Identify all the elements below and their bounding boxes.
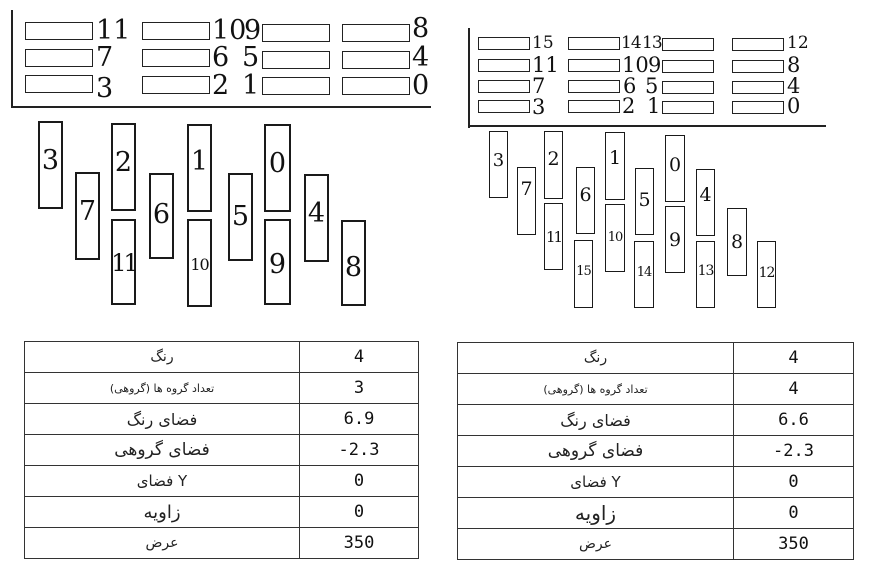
- right-frame-horizontal: [468, 125, 826, 127]
- right-bar-label-9: 9: [668, 229, 682, 251]
- left-slot-1: [262, 77, 330, 95]
- right-bar-6: [576, 167, 595, 234]
- param-label: زاویه: [25, 497, 300, 528]
- left-bar-label-4: 4: [307, 198, 326, 229]
- left-slot-label-0: 0: [412, 70, 430, 101]
- right-slot-5: [662, 81, 714, 94]
- param-label: فضای Y: [25, 466, 300, 497]
- right-slot-6: [568, 80, 620, 93]
- table-row: [25, 342, 419, 373]
- left-slot-11: [25, 22, 93, 40]
- left-bar-10: [187, 219, 212, 307]
- left-slot-label-6: 6: [212, 42, 230, 73]
- right-bar-0: [665, 135, 685, 202]
- param-value: 6.6: [734, 405, 854, 436]
- left-slot-10: [142, 22, 210, 40]
- right-bar-label-11: 11: [545, 228, 562, 246]
- left-slot-label-1: 1: [242, 70, 260, 101]
- left-bar-9: [264, 219, 291, 305]
- param-label: رنگ: [458, 343, 734, 374]
- left-bar-3: [38, 121, 63, 209]
- left-bar-label-2: 2: [114, 147, 133, 178]
- left-bar-label-8: 8: [344, 252, 363, 283]
- right-slot-11: [478, 59, 530, 72]
- right-slot-label-12: 12: [787, 33, 809, 53]
- right-slot-9: [662, 60, 714, 73]
- right-slot-label-11: 11: [532, 53, 559, 77]
- left-slot-label-11: 11: [96, 15, 131, 46]
- left-bar-8: [341, 220, 366, 306]
- left-slot-label-9: 9: [244, 15, 262, 46]
- right-bar-2: [544, 131, 563, 199]
- left-slot-label-2: 2: [212, 70, 230, 101]
- right-slot-label-5: 5: [645, 74, 659, 98]
- right-bar-11: [544, 203, 563, 270]
- table-row: [458, 343, 854, 374]
- param-value: -2.3: [734, 436, 854, 467]
- right-bar-5: [635, 168, 654, 235]
- table-row: [25, 528, 419, 559]
- left-bar-1: [187, 124, 212, 212]
- right-bar-label-12: 12: [758, 265, 775, 281]
- param-value: 0: [734, 498, 854, 529]
- right-slot-label-14: 14: [621, 33, 641, 53]
- left-bar-2: [111, 123, 136, 211]
- left-slot-4: [342, 51, 410, 69]
- left-slot-label-5: 5: [242, 42, 260, 73]
- left-slot-7: [25, 49, 93, 67]
- param-label: فضای رنگ: [458, 405, 734, 436]
- right-slot-label-7: 7: [532, 74, 546, 98]
- param-label: رنگ: [25, 342, 300, 373]
- right-bar-label-15: 15: [576, 264, 591, 279]
- right-bar-label-2: 2: [547, 148, 560, 170]
- param-value: 0: [734, 467, 854, 498]
- param-label: زاویه: [458, 498, 734, 529]
- right-bar-1: [605, 132, 625, 200]
- right-slot-1: [662, 101, 714, 114]
- right-slot-label-9: 9: [648, 53, 662, 77]
- right-slot-3: [478, 100, 530, 113]
- right-bar-label-13: 13: [697, 263, 714, 279]
- left-slot-label-7: 7: [96, 42, 114, 73]
- right-slot-label-4: 4: [787, 74, 801, 98]
- table-row: [458, 405, 854, 436]
- left-bar-label-3: 3: [41, 145, 60, 176]
- right-bar-label-8: 8: [730, 231, 744, 253]
- left-slot-label-10: 10: [212, 15, 247, 46]
- left-slot-label-3: 3: [96, 73, 114, 104]
- left-slot-5: [262, 51, 330, 69]
- right-slot-12: [732, 38, 784, 51]
- left-bar-label-10: 10: [190, 255, 209, 274]
- right-bar-14: [634, 241, 654, 308]
- param-value: 350: [300, 528, 419, 559]
- right-bar-4: [696, 169, 715, 236]
- left-bar-5: [228, 173, 253, 261]
- table-row: [458, 529, 854, 560]
- table-row: [25, 466, 419, 497]
- right-slot-label-13: 13: [642, 33, 662, 53]
- right-slot-15: [478, 37, 530, 50]
- left-slot-label-4: 4: [412, 42, 430, 73]
- left-slot-6: [142, 49, 210, 67]
- left-slot-2: [142, 76, 210, 94]
- param-label: عرض: [25, 528, 300, 559]
- left-bar-label-1: 1: [190, 146, 209, 177]
- table-row: [458, 436, 854, 467]
- right-slot-label-2: 2: [622, 94, 636, 118]
- right-slot-label-10: 10: [622, 53, 649, 77]
- param-label: عرض: [458, 529, 734, 560]
- right-slot-label-0: 0: [787, 94, 801, 118]
- param-value: 0: [300, 497, 419, 528]
- left-slot-8: [342, 24, 410, 42]
- table-row: [25, 435, 419, 466]
- right-bar-12: [757, 241, 776, 308]
- param-value: 4: [734, 374, 854, 405]
- left-bar-11: [111, 219, 136, 305]
- right-slot-label-15: 15: [532, 33, 554, 53]
- left-bar-label-5: 5: [231, 201, 250, 232]
- param-label: فضای Y: [458, 467, 734, 498]
- param-label: فضای گروهی: [458, 436, 734, 467]
- param-value: 0: [300, 466, 419, 497]
- right-bar-label-0: 0: [668, 154, 682, 176]
- left-parameters-table: [24, 341, 419, 559]
- left-frame-vertical: [11, 10, 13, 108]
- table-row: [458, 467, 854, 498]
- table-row: [458, 498, 854, 529]
- right-bar-label-4: 4: [699, 184, 712, 206]
- param-label: تعداد گروه ها (گروهی): [25, 373, 300, 404]
- param-value: 4: [300, 342, 419, 373]
- left-slot-label-8: 8: [412, 13, 430, 44]
- left-layout-diagram: [0, 0, 440, 320]
- table-row: [25, 497, 419, 528]
- right-slot-label-8: 8: [787, 53, 801, 77]
- left-bar-label-7: 7: [78, 196, 97, 227]
- right-bar-label-5: 5: [638, 189, 651, 211]
- left-bar-label-6: 6: [152, 199, 171, 230]
- right-bar-label-7: 7: [520, 178, 533, 200]
- param-label: فضای رنگ: [25, 404, 300, 435]
- right-bar-13: [696, 241, 715, 308]
- right-bar-label-10: 10: [607, 230, 623, 245]
- right-slot-label-6: 6: [623, 74, 637, 98]
- param-value: 4: [734, 343, 854, 374]
- param-label: تعداد گروه ها (گروهی): [458, 374, 734, 405]
- table-row: [25, 404, 419, 435]
- right-parameters-table: [457, 342, 854, 560]
- right-slot-8: [732, 60, 784, 73]
- left-slot-0: [342, 77, 410, 95]
- right-bar-3: [489, 131, 508, 198]
- right-bar-label-1: 1: [608, 147, 622, 169]
- left-bar-0: [264, 124, 291, 212]
- left-bar-6: [149, 173, 174, 259]
- right-bar-9: [665, 206, 685, 273]
- right-slot-13: [662, 38, 714, 51]
- left-bar-label-11: 11: [111, 249, 136, 277]
- param-label: فضای گروهی: [25, 435, 300, 466]
- left-bar-label-9: 9: [268, 249, 287, 280]
- right-slot-label-3: 3: [532, 95, 546, 119]
- right-bar-15: [574, 240, 593, 308]
- right-bar-label-3: 3: [492, 150, 505, 171]
- right-slot-7: [478, 80, 530, 93]
- right-slot-0: [732, 101, 784, 114]
- right-layout-diagram: [440, 0, 879, 320]
- right-frame-vertical: [468, 28, 470, 128]
- right-slot-4: [732, 81, 784, 94]
- param-value: 350: [734, 529, 854, 560]
- right-slot-label-1: 1: [647, 94, 661, 118]
- param-value: 6.9: [300, 404, 419, 435]
- table-row: [25, 373, 419, 404]
- right-slot-2: [568, 100, 620, 113]
- param-value: 3: [300, 373, 419, 404]
- left-bar-7: [75, 172, 100, 260]
- left-bar-4: [304, 174, 329, 262]
- left-slot-3: [25, 75, 93, 93]
- right-bar-10: [605, 204, 625, 272]
- right-bar-label-14: 14: [636, 265, 652, 280]
- left-bar-label-0: 0: [268, 148, 287, 179]
- table-row: [458, 374, 854, 405]
- right-slot-14: [568, 37, 620, 50]
- left-frame-horizontal: [11, 106, 431, 108]
- right-bar-label-6: 6: [579, 184, 592, 206]
- left-slot-9: [262, 24, 330, 42]
- right-slot-10: [568, 59, 620, 72]
- param-value: -2.3: [300, 435, 419, 466]
- right-bar-7: [517, 167, 536, 235]
- right-bar-8: [727, 208, 747, 276]
